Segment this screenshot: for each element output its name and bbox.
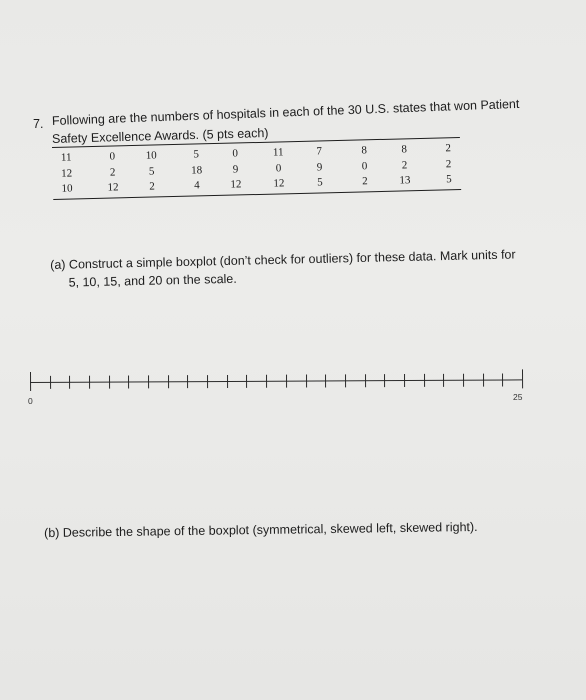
scale-tick <box>483 374 484 387</box>
table-cell: 5 <box>148 165 155 178</box>
question-text-line-2: Safety Excellence Awards. (5 pts each) <box>51 125 269 146</box>
scale-tick <box>286 375 287 388</box>
table-cell: 0 <box>109 150 116 163</box>
scale-tick <box>345 374 346 387</box>
scale-tick <box>168 375 169 388</box>
table-cell: 10 <box>61 182 73 195</box>
data-table <box>52 137 461 203</box>
table-cell: 10 <box>145 149 157 162</box>
table-cell: 2 <box>401 159 408 172</box>
table-cell: 0 <box>275 162 282 175</box>
table-cell: 9 <box>232 163 239 176</box>
scale-tick <box>128 375 129 388</box>
scale-tick <box>69 376 70 389</box>
table-cell: 18 <box>190 164 203 177</box>
table-cell: 0 <box>361 160 368 173</box>
scale-tick <box>30 372 31 391</box>
scale-tick <box>522 369 523 388</box>
table-cell: 7 <box>316 145 323 158</box>
table-cell: 5 <box>446 173 452 186</box>
question-text-line-1: Following are the numbers of hospitals in each of the 30 U.S. states that won Patient <box>51 96 520 128</box>
scale-tick <box>266 375 267 388</box>
table-cell: 2 <box>362 175 368 188</box>
scale-tick <box>384 374 385 387</box>
scale-tick <box>148 375 149 388</box>
table-cell: 2 <box>149 180 155 193</box>
scale-tick <box>89 376 90 389</box>
scale-tick <box>187 375 188 388</box>
table-cell: 12 <box>230 178 242 191</box>
scale-tick <box>325 374 326 387</box>
table-cell: 4 <box>194 179 200 192</box>
table-cell: 11 <box>272 146 284 159</box>
scale-tick <box>306 375 307 388</box>
scale-tick <box>207 375 208 388</box>
scale-tick <box>443 374 444 387</box>
part-a-line-1: (a) Construct a simple boxplot (don’t check for outliers) for these data. Mark units for <box>50 247 516 272</box>
table-cell: 8 <box>401 143 408 156</box>
table-cell: 12 <box>61 167 73 180</box>
table-cell: 13 <box>399 174 411 187</box>
number-line-scale <box>30 369 522 394</box>
scale-tick <box>502 374 503 387</box>
table-cell: 2 <box>445 142 452 155</box>
table-cell: 11 <box>60 151 72 164</box>
scale-tick <box>109 376 110 389</box>
table-cell: 12 <box>273 177 285 190</box>
scale-tick <box>246 375 247 388</box>
question-number: 7. <box>33 117 44 131</box>
part-b-prompt: (b) Describe the shape of the boxplot (symmetrical, skewed left, skewed right). <box>44 519 478 540</box>
table-cell: 2 <box>109 166 116 179</box>
scale-tick <box>463 374 464 387</box>
part-a-line-2: 5, 10, 15, and 20 on the scale. <box>68 271 237 290</box>
table-cell: 5 <box>193 148 200 161</box>
scale-tick <box>227 375 228 388</box>
scale-min-label: 0 <box>28 396 33 406</box>
table-cell: 0 <box>232 147 239 160</box>
table-cell: 8 <box>361 144 368 157</box>
scale-tick <box>365 374 366 387</box>
number-line-axis <box>30 379 522 383</box>
table-cell: 5 <box>317 176 323 189</box>
part-a-prompt <box>50 245 516 292</box>
table-cell: 12 <box>107 181 119 194</box>
scale-tick <box>424 374 425 387</box>
scale-tick <box>50 376 51 389</box>
scale-tick <box>404 374 405 387</box>
table-cell: 9 <box>316 161 323 174</box>
table-cell: 2 <box>445 158 452 171</box>
scale-max-label: 25 <box>513 392 523 402</box>
